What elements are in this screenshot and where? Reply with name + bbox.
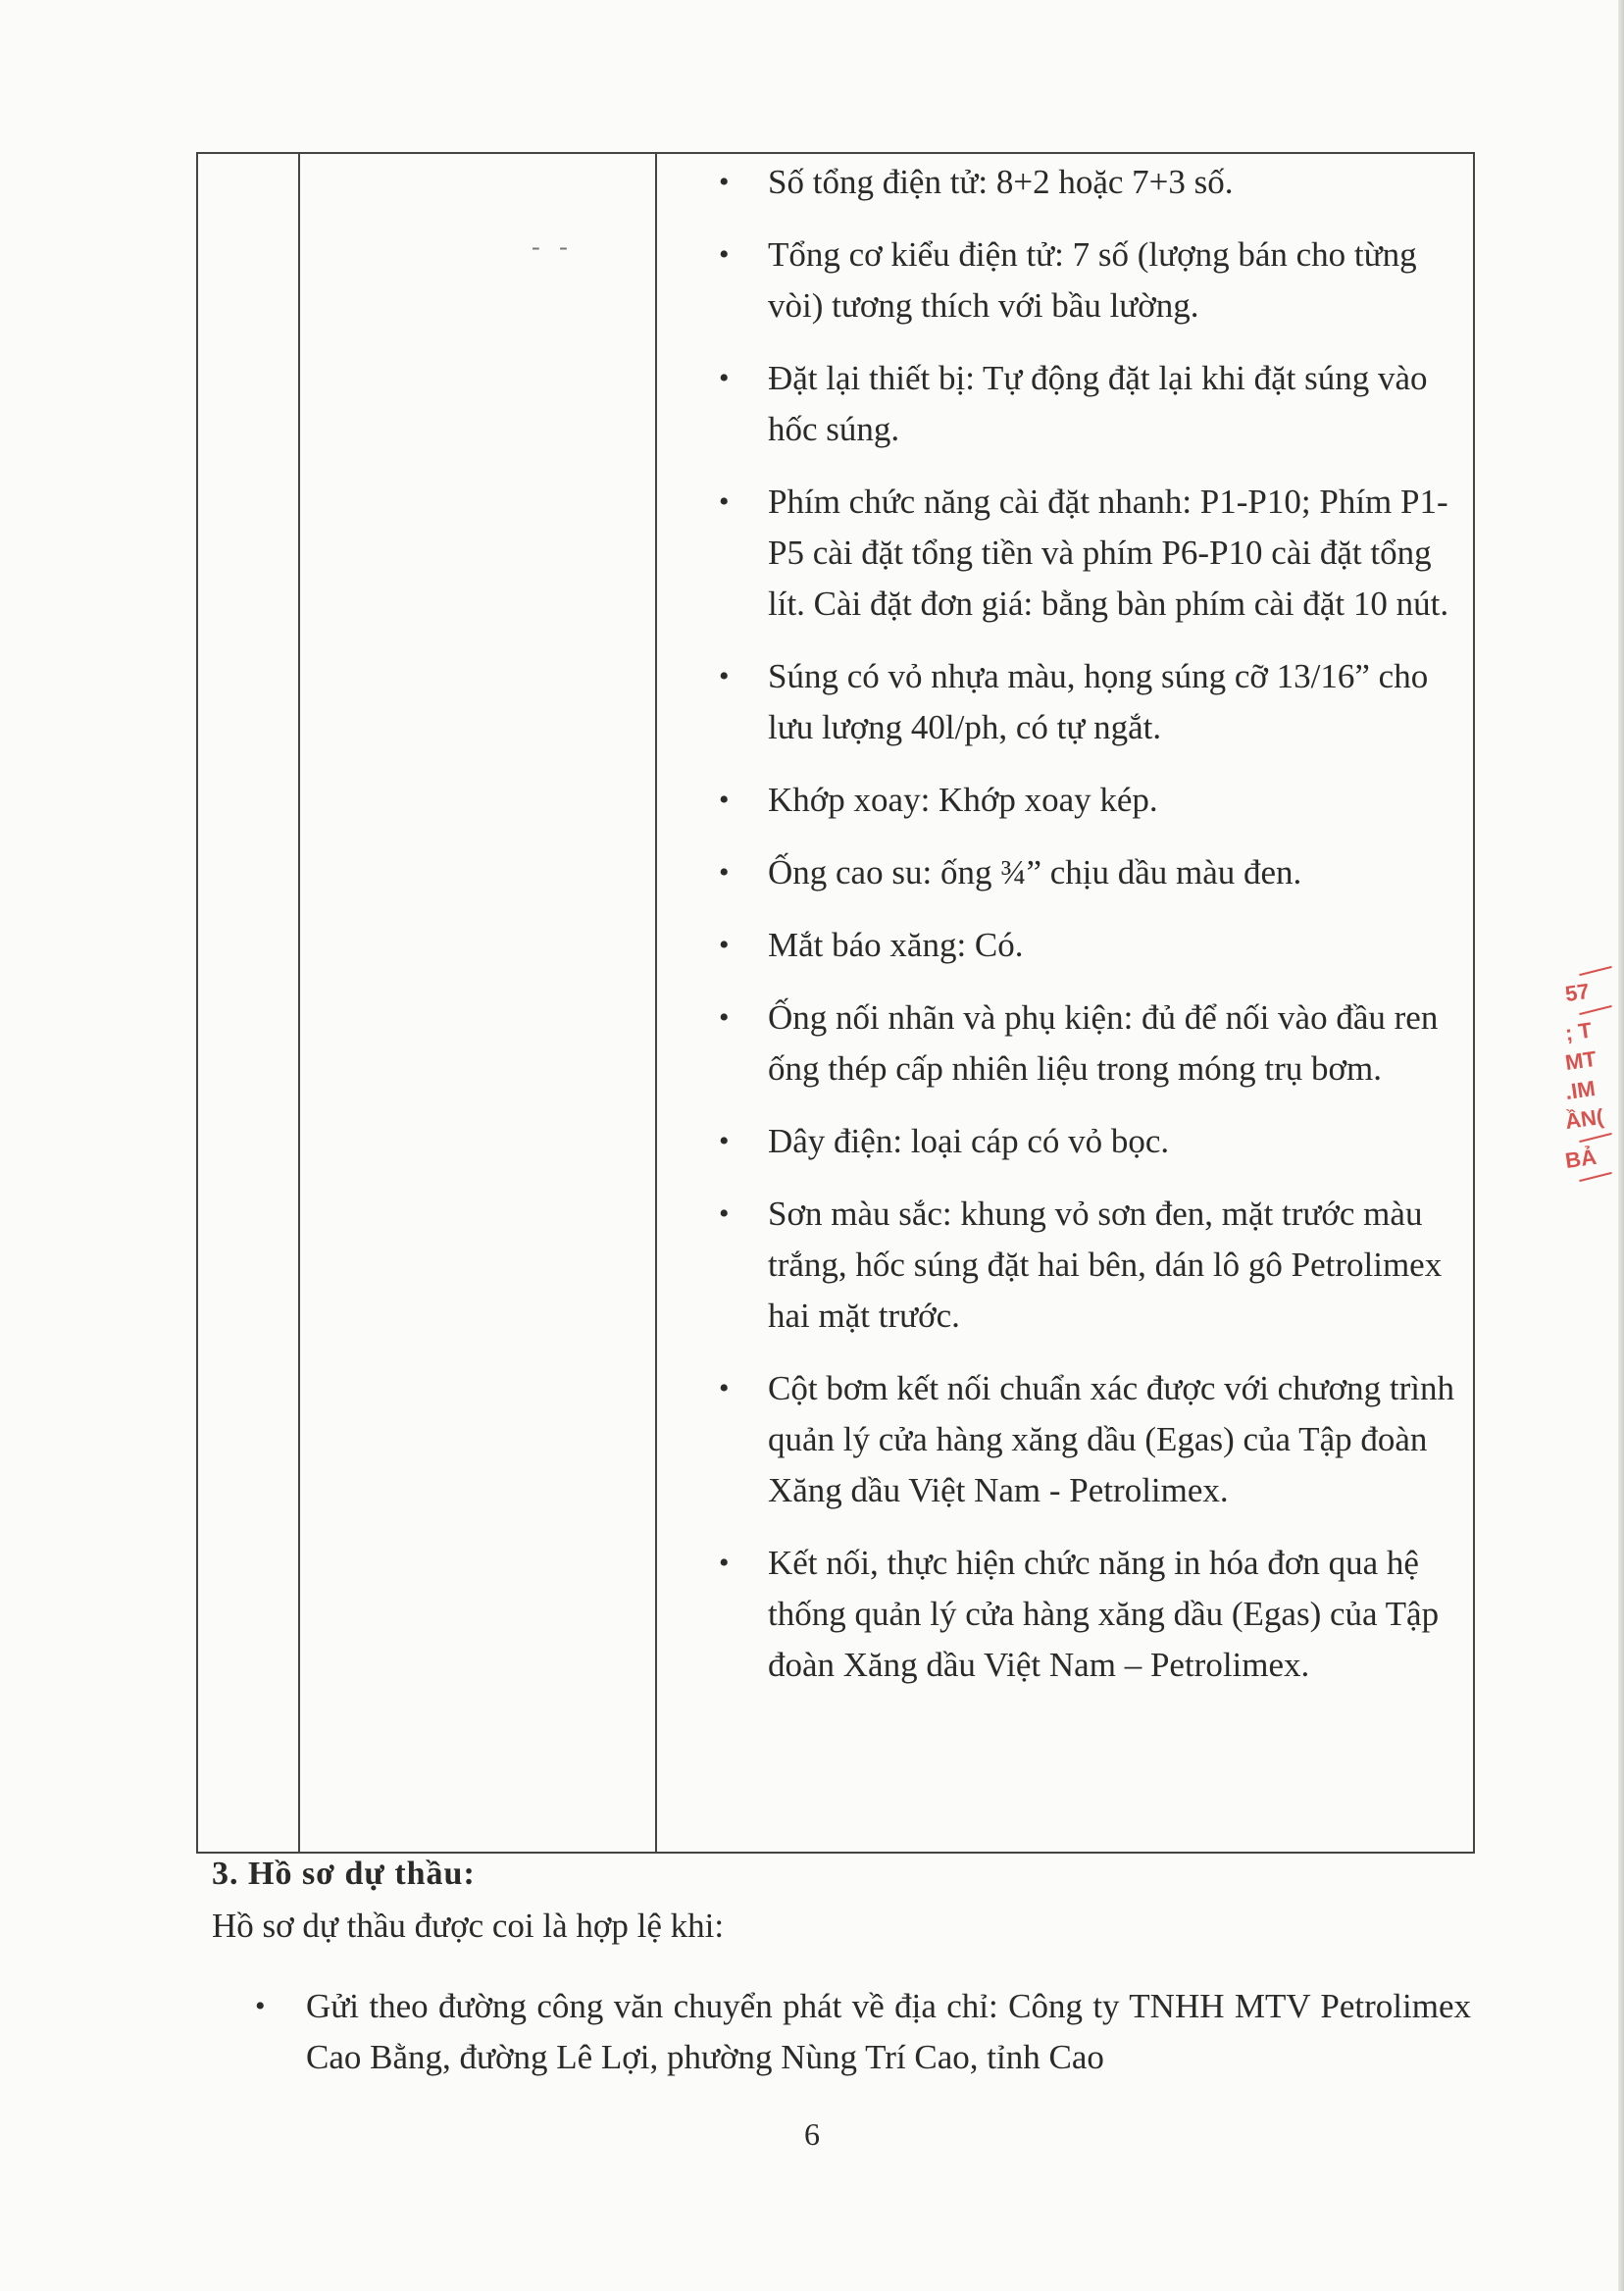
table-column-divider: [655, 154, 657, 1852]
list-item: • Đặt lại thiết bị: Tự động đặt lại khi đặt súng vào hốc súng.: [719, 353, 1464, 455]
section-heading: 3. Hồ sơ dự thầu:: [212, 1856, 476, 1892]
list-item: • Ống cao su: ống ¾” chịu dầu màu đen.: [719, 847, 1464, 898]
list-item: • Gửi theo đường công văn chuyển phát về địa chỉ: Công ty TNHH MTV Petrolimex Cao Bằng, đường Lê Lợi, phường Nùng Trí Cao, tỉnh Cao: [255, 1981, 1471, 2083]
section-intro: Hồ sơ dự thầu được coi là hợp lệ khi:: [212, 1907, 725, 1945]
list-item: • Sơn màu sắc: khung vỏ sơn đen, mặt trước màu trắng, hốc súng đặt hai bên, dán lô gô Petrolimex hai mặt trước.: [719, 1189, 1464, 1342]
list-item: • Súng có vỏ nhựa màu, họng súng cỡ 13/16” cho lưu lượng 40l/ph, có tự ngắt.: [719, 651, 1464, 753]
table-column-divider: [298, 154, 300, 1852]
list-item: • Ống nối nhãn và phụ kiện: đủ để nối vào đầu ren ống thép cấp nhiên liệu trong móng trụ bơm.: [719, 993, 1464, 1095]
list-item: • Tổng cơ kiểu điện tử: 7 số (lượng bán cho từng vòi) tương thích với bầu lường.: [719, 229, 1464, 331]
list-item: • Khớp xoay: Khớp xoay kép.: [719, 775, 1464, 826]
list-item: • Mắt báo xăng: Có.: [719, 920, 1464, 971]
list-item: • Số tổng điện tử: 8+2 hoặc 7+3 số.: [719, 157, 1464, 208]
list-item: • Phím chức năng cài đặt nhanh: P1-P10; Phím P1-P5 cài đặt tổng tiền và phím P6-P10 cài đặt tổng lít. Cài đặt đơn giá: bằng bàn phím cài đặt 10 nút.: [719, 477, 1464, 630]
seal-stamp-fragment: 57 ; T MT .IM ẦN( BẢ: [1565, 966, 1624, 1250]
submission-list: [255, 1981, 1471, 2083]
list-item: • Kết nối, thực hiện chức năng in hóa đơn qua hệ thống quản lý cửa hàng xăng dầu (Egas) của Tập đoàn Xăng dầu Việt Nam – Petrolimex.: [719, 1538, 1464, 1691]
page-number: 6: [804, 2116, 820, 2152]
scan-mark: - -: [532, 232, 568, 261]
list-item: • Cột bơm kết nối chuẩn xác được với chương trình quản lý cửa hàng xăng dầu (Egas) của Tập đoàn Xăng dầu Việt Nam - Petrolimex.: [719, 1363, 1464, 1516]
list-item: • Dây điện: loại cáp có vỏ bọc.: [719, 1116, 1464, 1167]
spec-list: [719, 157, 1464, 1712]
